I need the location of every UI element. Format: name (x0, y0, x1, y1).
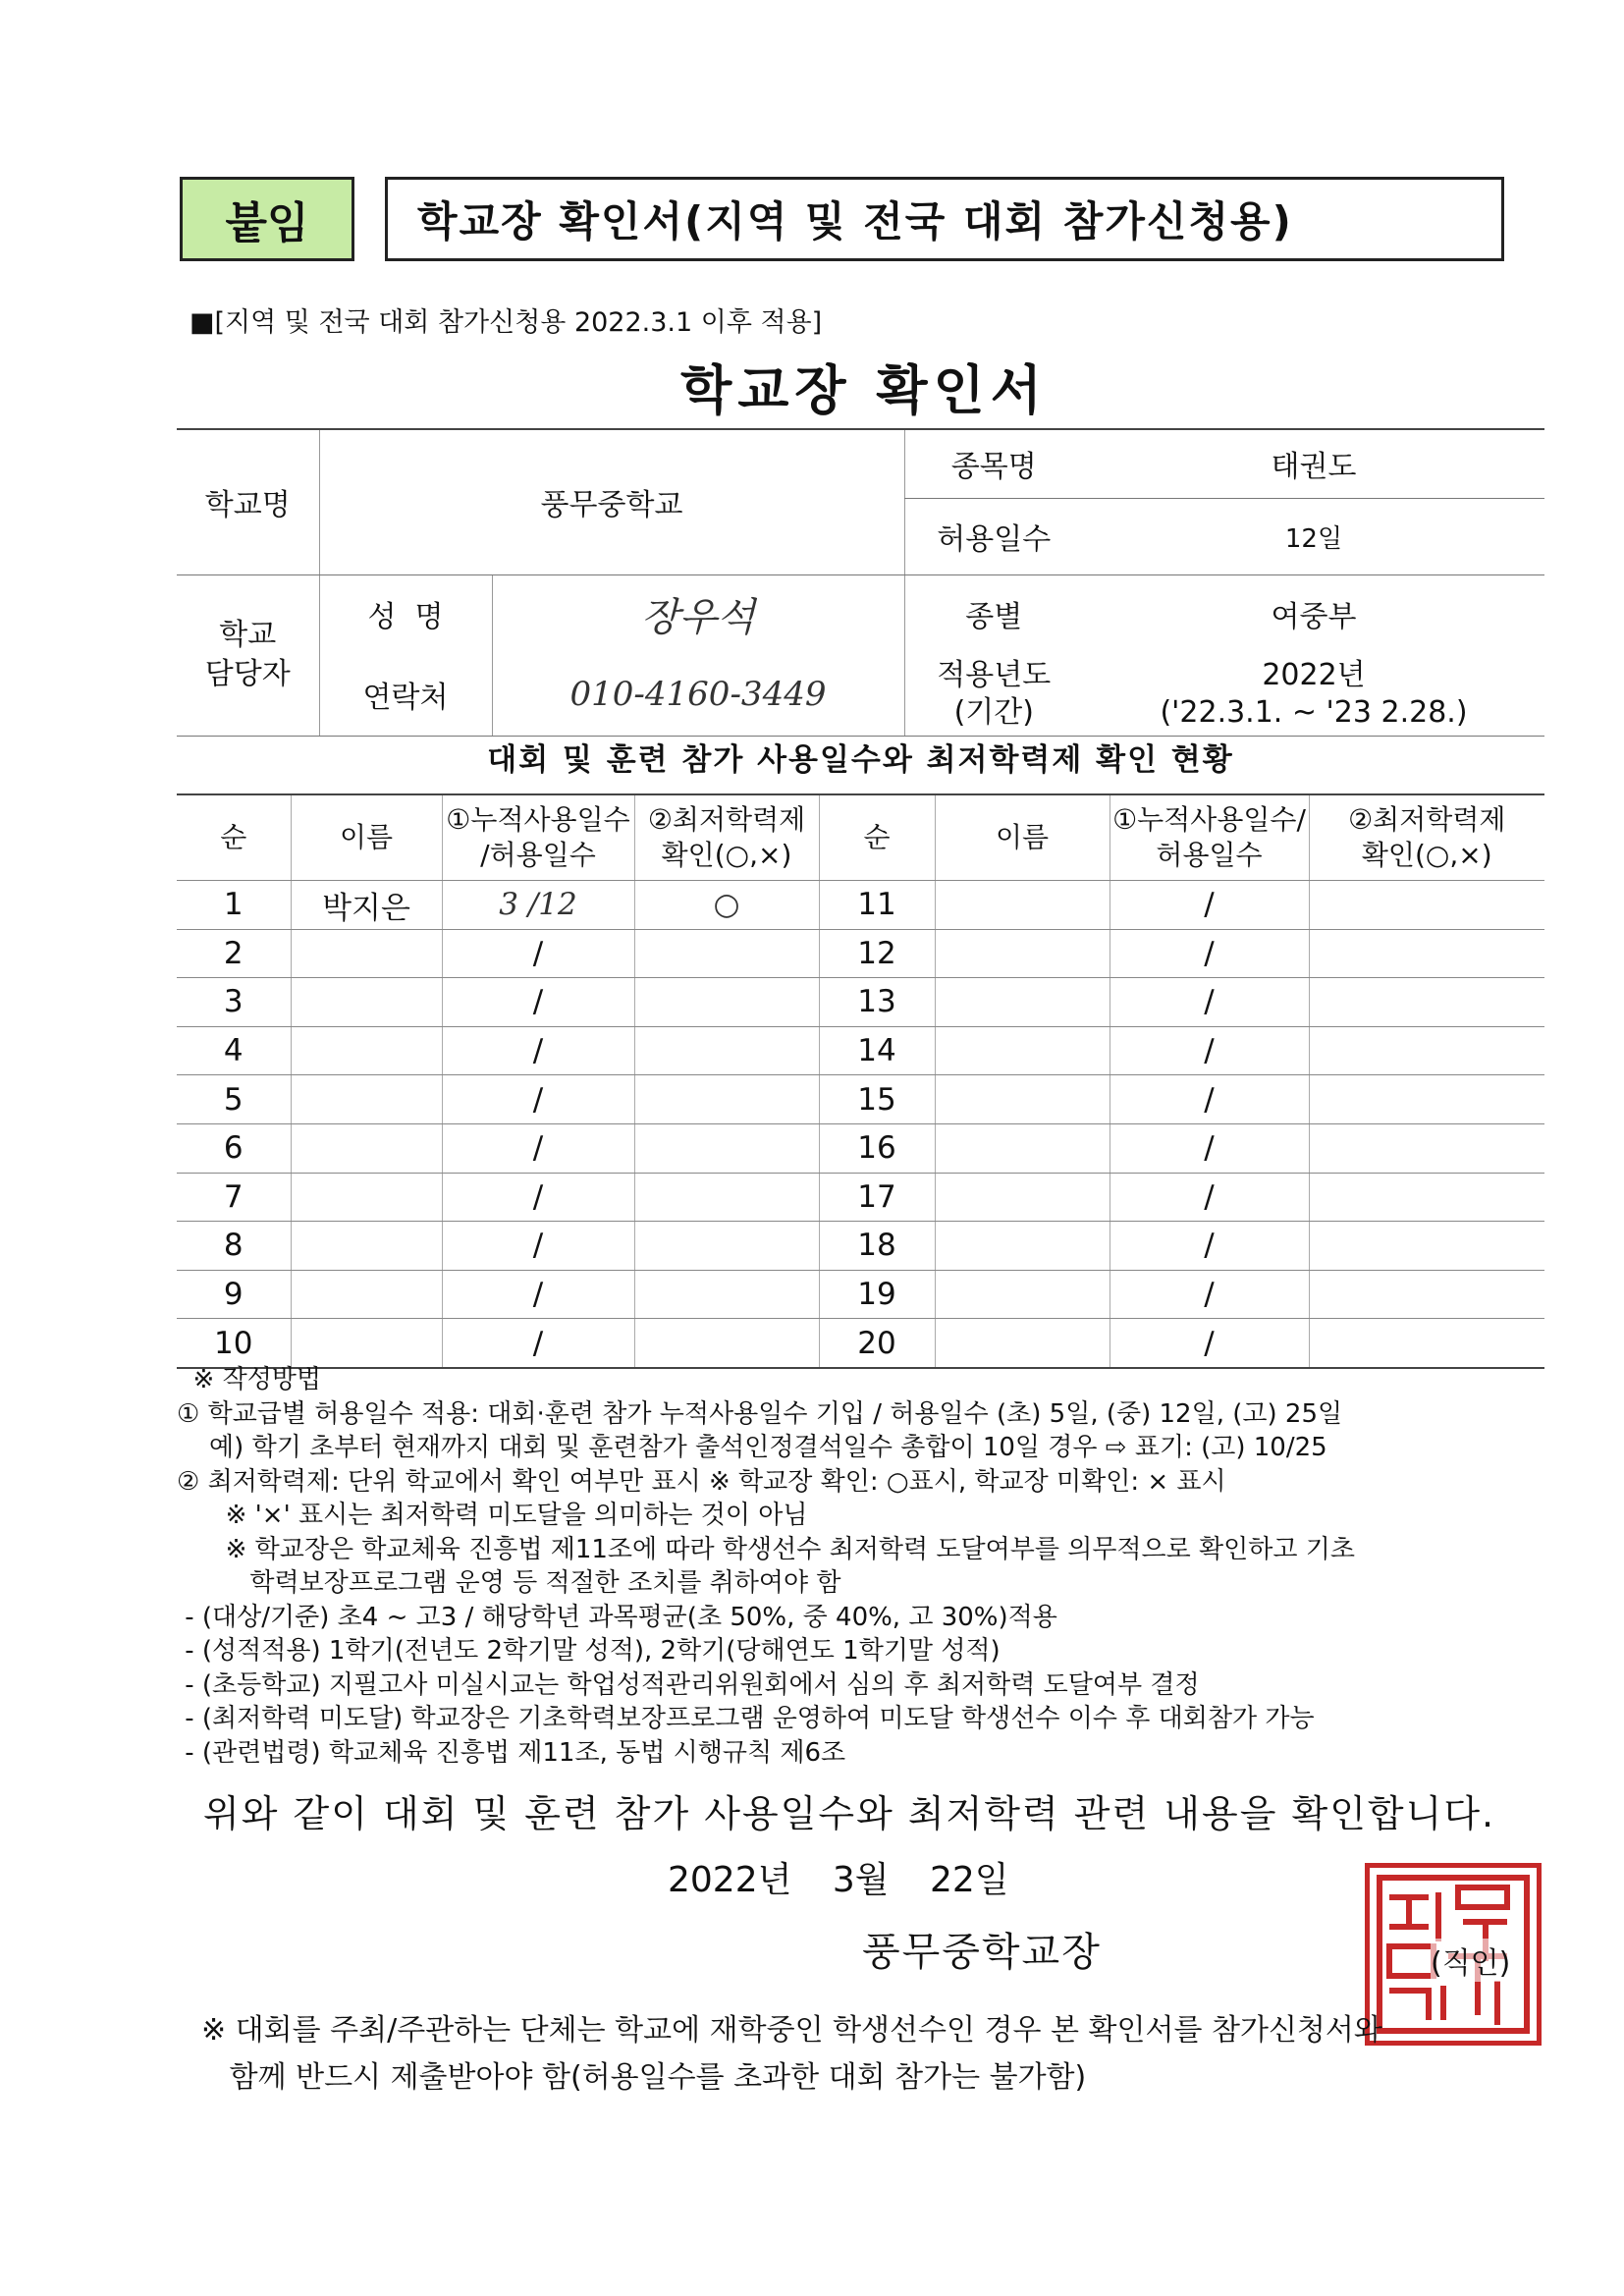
row-check (1309, 1123, 1544, 1173)
gender-value: 여중부 (1083, 574, 1544, 653)
row-name (935, 1319, 1110, 1368)
attachment-tag: 붙임 (180, 177, 354, 261)
row-check (1309, 1222, 1544, 1271)
info-table (177, 428, 1544, 737)
applicability-note: ■[지역 및 전국 대회 참가신청용 2022.3.1 이후 적용] (189, 307, 823, 338)
row-days: / (1110, 1075, 1309, 1124)
row-number: 20 (819, 1319, 935, 1368)
row-days: / (1110, 978, 1309, 1027)
row-check (634, 1075, 819, 1124)
row-check (634, 978, 819, 1027)
row-name (291, 929, 442, 978)
row-check (634, 1123, 819, 1173)
row-name (935, 1222, 1110, 1271)
header-days: ①누적사용일수/ 허용일수 (1110, 794, 1309, 881)
row-days: / (1110, 1026, 1309, 1075)
sport-label: 종목명 (904, 429, 1083, 498)
year-label: 적용년도 (기간) (904, 653, 1083, 736)
school-value: 풍무중학교 (319, 429, 904, 574)
row-number: 4 (177, 1026, 291, 1075)
table-row (177, 978, 1544, 1027)
table-row (177, 929, 1544, 978)
footer-line: ※ 대회를 주최/주관하는 단체는 학교에 재학중인 학생선수인 경우 본 확인서를 참가신청서와 (201, 2013, 1382, 2048)
row-days: / (442, 1075, 634, 1124)
row-number: 10 (177, 1319, 291, 1368)
page-title: 학교장 확인서 (680, 359, 1048, 421)
form-title-box: 학교장 확인서(지역 및 전국 대회 참가신청용) (385, 177, 1504, 261)
row-name (935, 1026, 1110, 1075)
footer-line: 함께 반드시 제출받아야 함(허용일수를 초과한 대회 참가는 불가함) (201, 2060, 1087, 2095)
footer-note (201, 2007, 1596, 2102)
row-number: 5 (177, 1075, 291, 1124)
row-name (291, 1026, 442, 1075)
instruction-line: ※ '×' 표시는 최저학력 미도달을 의미하는 것이 아님 (177, 1501, 808, 1530)
instructions (177, 1363, 1571, 1770)
instruction-line: ※ 학교장은 학교체육 진흥법 제11조에 따라 학생선수 최저학력 도달여부를 의무적으로 확인하고 기초 (177, 1534, 1356, 1564)
row-name (291, 1270, 442, 1319)
row-name (291, 1319, 442, 1368)
row-days: / (442, 1270, 634, 1319)
manager-label: 학교 담당자 (177, 574, 319, 736)
table-row (177, 1173, 1544, 1222)
row-check (634, 929, 819, 978)
row-check (634, 1173, 819, 1222)
row-check (1309, 1173, 1544, 1222)
row-check (634, 1270, 819, 1319)
row-name (291, 1173, 442, 1222)
issue-date: 2022년 3월 22일 (668, 1860, 1009, 1900)
row-days: / (442, 1123, 634, 1173)
row-number: 16 (819, 1123, 935, 1173)
row-name (935, 1270, 1110, 1319)
row-number: 19 (819, 1270, 935, 1319)
instruction-line: 예) 학기 초부터 현재까지 대회 및 훈련참가 출석인정결석일수 총합이 10일 경우 ⇨ 표기: (고) 10/25 (177, 1433, 1327, 1462)
allowed-days-label: 허용일수 (904, 498, 1083, 574)
table-row (177, 881, 1544, 930)
year-period: ('22.3.1. ~ '23 2.28.) (1160, 694, 1468, 730)
table-row (177, 1075, 1544, 1124)
row-number: 11 (819, 881, 935, 930)
row-check (1309, 1075, 1544, 1124)
usage-table (177, 793, 1544, 1369)
row-check (1309, 1026, 1544, 1075)
row-name (935, 978, 1110, 1027)
instruction-line: - (성적적용) 1학기(전년도 2학기말 성적), 2학기(당해연도 1학기말 성적) (177, 1636, 1001, 1666)
section-title: 대회 및 훈련 참가 사용일수와 최저학력제 확인 현황 (487, 742, 1234, 778)
year-value: 2022년 (1262, 657, 1366, 692)
name-label: 성 명 (319, 574, 492, 653)
table-row (177, 1222, 1544, 1271)
row-days: / (1110, 929, 1309, 978)
row-days: / (442, 1173, 634, 1222)
row-number: 14 (819, 1026, 935, 1075)
row-name: 박지은 (291, 881, 442, 930)
row-check (634, 1026, 819, 1075)
row-check (1309, 978, 1544, 1027)
row-check (634, 1222, 819, 1271)
row-check (1309, 929, 1544, 978)
contact-label: 연락처 (319, 653, 492, 736)
header-name: 이름 (935, 794, 1110, 881)
row-days: / (1110, 1123, 1309, 1173)
row-days: / (442, 978, 634, 1027)
row-name (935, 929, 1110, 978)
instruction-line: ① 학교급별 허용일수 적용: 대회·훈련 참가 누적사용일수 기입 / 허용일수 (초) 5일, (중) 12일, (고) 25일 (177, 1398, 1343, 1429)
row-name (291, 1222, 442, 1271)
school-label: 학교명 (177, 429, 319, 574)
row-name (935, 1173, 1110, 1222)
header-no: 순 (177, 794, 291, 881)
sport-value: 태권도 (1083, 429, 1544, 498)
row-number: 3 (177, 978, 291, 1027)
row-check (1309, 881, 1544, 930)
header-days: ①누적사용일수 /허용일수 (442, 794, 634, 881)
row-name (935, 1123, 1110, 1173)
row-check (634, 1319, 819, 1368)
row-number: 18 (819, 1222, 935, 1271)
row-number: 8 (177, 1222, 291, 1271)
gender-label: 종별 (904, 574, 1083, 653)
table-row (177, 1319, 1544, 1368)
header-no: 순 (819, 794, 935, 881)
row-name (291, 1075, 442, 1124)
row-number: 2 (177, 929, 291, 978)
row-days: / (1110, 1222, 1309, 1271)
header-check: ②최저학력제 확인(○,×) (1309, 794, 1544, 881)
header-name: 이름 (291, 794, 442, 881)
instruction-line: - (초등학교) 지필고사 미실시교는 학업성적관리위원회에서 심의 후 최저학력 도달여부 결정 (177, 1669, 1200, 1700)
instruction-line: - (최저학력 미도달) 학교장은 기초학력보장프로그램 운영하여 미도달 학생선수 이수 후 대회참가 가능 (177, 1704, 1315, 1733)
row-days: / (442, 929, 634, 978)
instruction-line: - (대상/기준) 초4 ~ 고3 / 해당학년 과목평균(초 50%, 중 40%, 고 30%)적용 (177, 1602, 1057, 1632)
table-row (177, 1270, 1544, 1319)
table-row (177, 1026, 1544, 1075)
instruction-line: ② 최저학력제: 단위 학교에서 확인 여부만 표시 ※ 학교장 확인: ○표시, 학교장 미확인: × 표시 (177, 1466, 1226, 1497)
row-days: / (1110, 1173, 1309, 1222)
row-days: / (1110, 881, 1309, 930)
table-row (177, 1123, 1544, 1173)
seal-label: (직인) (1431, 1939, 1510, 1982)
row-days: 3 /12 (442, 881, 634, 930)
instruction-line: ※ 작성방법 (177, 1365, 322, 1394)
row-number: 17 (819, 1173, 935, 1222)
name-signature: 장우석 (492, 574, 904, 653)
row-name (291, 1123, 442, 1173)
instruction-line: 학력보장프로그램 운영 등 적절한 조치를 취하여야 함 (177, 1568, 841, 1598)
row-days: / (1110, 1319, 1309, 1368)
row-number: 6 (177, 1123, 291, 1173)
year-cell (1083, 653, 1544, 736)
row-check (1309, 1319, 1544, 1368)
row-days: / (442, 1222, 634, 1271)
row-check: ○ (634, 881, 819, 930)
row-name (935, 881, 1110, 930)
row-days: / (442, 1319, 634, 1368)
row-number: 1 (177, 881, 291, 930)
row-check (1309, 1270, 1544, 1319)
row-number: 15 (819, 1075, 935, 1124)
contact-handwritten: 010-4160-3449 (492, 653, 904, 736)
allowed-days-value: 12일 (1083, 498, 1544, 574)
row-number: 7 (177, 1173, 291, 1222)
header-check: ②최저학력제 확인(○,×) (634, 794, 819, 881)
row-number: 13 (819, 978, 935, 1027)
instruction-line: - (관련법령) 학교체육 진흥법 제11조, 동법 시행규칙 제6조 (177, 1737, 846, 1768)
confirmation-statement: 위와 같이 대회 및 훈련 참가 사용일수와 최저학력 관련 내용을 확인합니다. (203, 1792, 1496, 1835)
row-name (291, 978, 442, 1027)
row-name (935, 1075, 1110, 1124)
row-number: 9 (177, 1270, 291, 1319)
row-number: 12 (819, 929, 935, 978)
row-days: / (442, 1026, 634, 1075)
row-days: / (1110, 1270, 1309, 1319)
principal-name: 풍무중학교장 (862, 1930, 1102, 1975)
